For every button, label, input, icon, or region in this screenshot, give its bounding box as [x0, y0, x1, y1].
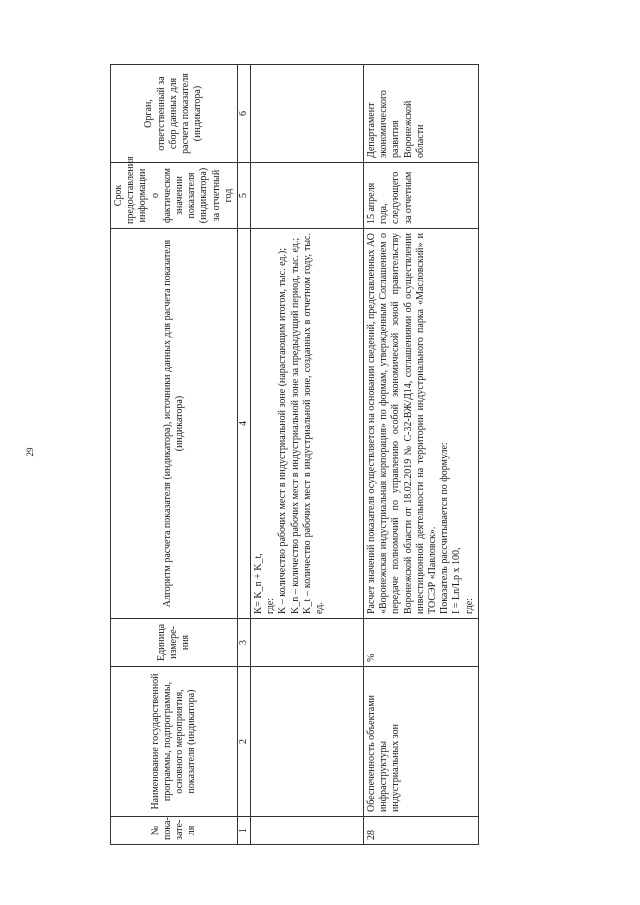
formula-line: где:: [265, 598, 277, 614]
algorithm-text: где:: [463, 598, 475, 614]
table-row-formula: [251, 65, 364, 845]
row-unit: %: [364, 619, 479, 667]
column-number: 5: [237, 163, 250, 229]
rotated-table-container: [110, 65, 475, 845]
indicator-table: [110, 64, 479, 845]
header-program-name: Наименование государственной программы, подпрограммы, основного мероприятия, показателя (индикатора): [111, 667, 238, 817]
cell-empty: [251, 817, 364, 845]
table-row-28: [364, 65, 479, 845]
header-unit: Единица измере-ния: [111, 619, 238, 667]
header-algorithm: Алгоритм расчета показателя (индикатора), источники данных для расчета показателя (индикатора): [111, 229, 238, 619]
formula-line: K_t – количество рабочих мест в индустриальной зоне, созданных в отчетном году, тыс. ед.: [301, 233, 325, 614]
algorithm-text: Расчет значений показателя осуществляется на основании сведений, представленных АО «Воронежская индустриальная корпорация» по формам, утвержденным Соглашением о передаче полномочий по управлению особой экономической зоной правительству Воронежской области от 18.02.2019 № С-32-ВЖ/Д14, соглашениями об осуществлении инвестиционной деятельности на территории индустриального парка «Масловский» и ТОСЭР «Павловск».: [366, 233, 438, 614]
column-number: 4: [237, 229, 250, 619]
header-indicator-number: № пока-зате-ля: [111, 817, 238, 845]
cell-empty: [251, 667, 364, 817]
row-deadline: 15 апреля года, следующего за отчетным: [364, 163, 479, 229]
header-deadline: Срок предоставления информации о фактическом значении показателя (индикатора) за отчетный год: [111, 163, 238, 229]
formula-line: K – количество рабочих мест в индустриальной зоне (нарастающим итогом, тыс. ед.);: [277, 247, 289, 614]
row-algorithm: [364, 229, 479, 619]
column-number: 1: [237, 817, 250, 845]
column-number: 3: [237, 619, 250, 667]
cell-empty: [251, 619, 364, 667]
row-number: 28: [364, 817, 479, 845]
column-number: 6: [237, 65, 250, 163]
formula-line: K= K_n + K_t,: [253, 553, 265, 614]
page-number: 29: [25, 447, 35, 457]
table-header-row: [111, 65, 238, 845]
row-indicator-name: Обеспеченность объектами инфраструктуры индустриальных зон: [364, 667, 479, 817]
algorithm-text: Показатель рассчитывается по формуле:: [439, 442, 451, 614]
cell-empty: [251, 65, 364, 163]
cell-formula: [251, 229, 364, 619]
cell-empty: [251, 163, 364, 229]
formula-line: K_n – количество рабочих мест в индустриальной зоне за предыдущий период, тыс. ед.;: [289, 237, 301, 614]
column-number-row: [237, 65, 250, 845]
header-agency: Орган, ответственный за сбор данных для расчета показателя (индикатора): [111, 65, 238, 163]
row-agency: Департамент экономического развития Воронежской области: [364, 65, 479, 163]
algorithm-text: I = Ln/Lp x 100,: [451, 547, 463, 614]
column-number: 2: [237, 667, 250, 817]
